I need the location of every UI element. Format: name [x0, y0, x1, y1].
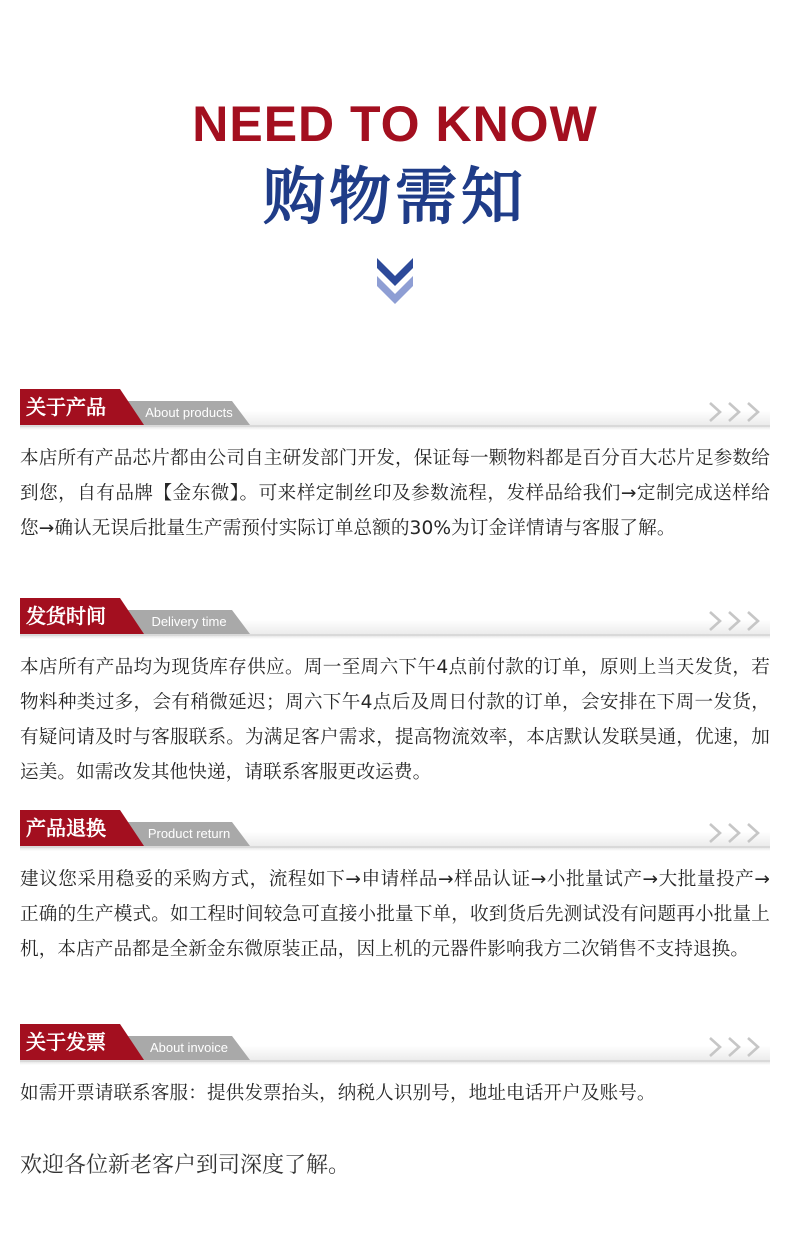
section-title-en: Delivery time: [151, 614, 227, 629]
page-header: [0, 0, 790, 330]
section-title-cn: 产品退换: [26, 816, 106, 840]
section-body: 建议您采用稳妥的采购方式，流程如下→申请样品→样品认证→小批量试产→大批量投产→正确的生产模式。如工程时间较急可直接小批量下单，收到货后先测试没有问题再小批量上机，本店产品都是全新金东微原装正品，因上机的元器件影响我方二次销售不支持退换。: [20, 869, 770, 960]
section-header: [20, 598, 770, 638]
section-header: [20, 810, 770, 850]
section-about-invoice: [20, 1024, 770, 1104]
section-body: 如需开票请联系客服：提供发票抬头，纳税人识别号，地址电话开户及账号。: [20, 1083, 656, 1104]
section-about-products: [20, 389, 770, 539]
triple-chevron-right-icon: [708, 401, 764, 423]
section-header: [20, 389, 770, 429]
triple-chevron-right-icon: [708, 822, 764, 844]
section-title-cn: 发货时间: [26, 604, 106, 628]
section-product-return: [20, 810, 770, 960]
section-title-en: About products: [145, 405, 233, 420]
section-title-cn: 关于发票: [26, 1030, 106, 1054]
section-title-en: About invoice: [149, 1040, 229, 1055]
title-english: NEED TO KNOW: [192, 96, 598, 152]
section-title-en: Product return: [147, 826, 231, 841]
section-header: [20, 1024, 770, 1064]
double-chevron-down-icon: [375, 256, 415, 306]
triple-chevron-right-icon: [708, 610, 764, 632]
section-body: 本店所有产品芯片都由公司自主研发部门开发，保证每一颗物料都是百分百大芯片足参数给到您，自有品牌【金东微】。可来样定制丝印及参数流程，发样品给我们→定制完成送样给您→确认无误后批量生产需预付实际订单总额的30%为订金详情请与客服了解。: [20, 448, 770, 539]
closing-message: 欢迎各位新老客户到司深度了解。: [20, 1153, 351, 1178]
section-title-cn: 关于产品: [26, 395, 106, 419]
section-body: 本店所有产品均为现货库存供应。周一至周六下午4点前付款的订单，原则上当天发货，若物料种类过多，会有稍微延迟；周六下午4点后及周日付款的订单，会安排在下周一发货，有疑问请及时与客服联系。为满足客户需求，提高物流效率，本店默认发联昊通，优速，加运美。如需改发其他快递，请联系客服更改运费。: [20, 657, 770, 783]
title-chinese: 购物需知: [262, 160, 527, 233]
section-delivery-time: [20, 598, 770, 783]
triple-chevron-right-icon: [708, 1036, 764, 1058]
